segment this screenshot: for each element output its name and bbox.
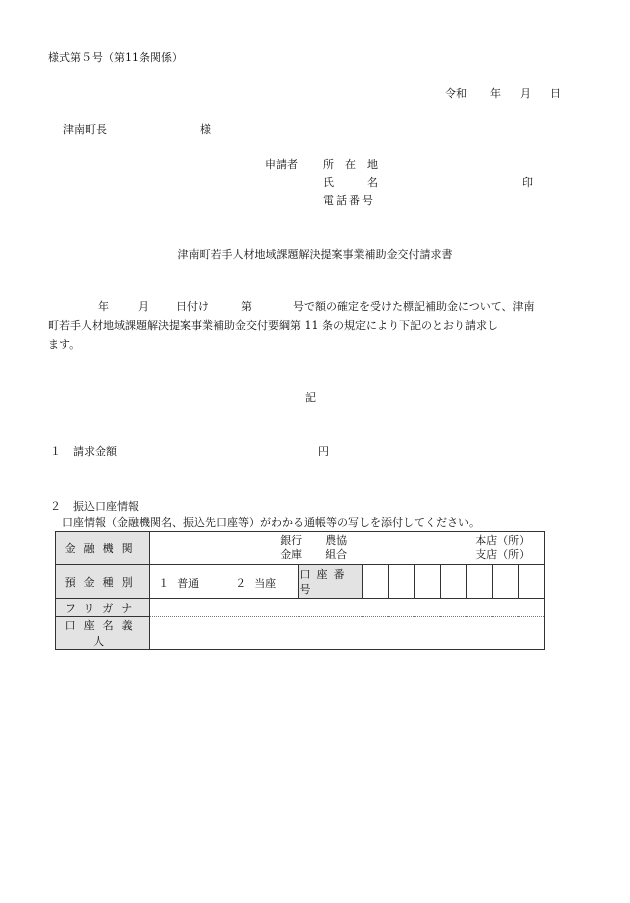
account-digit-2[interactable] bbox=[388, 565, 414, 599]
type-opt2-num: ２ bbox=[235, 576, 247, 590]
addressee-name: 津南町長 bbox=[63, 123, 107, 136]
item1-number: １ bbox=[50, 445, 61, 458]
body-line2: 町若手人材地域課題解決提案事業補助金交付要綱第 11 条の規定により下記のとおり請求し bbox=[48, 319, 498, 332]
holder-row bbox=[56, 617, 545, 650]
item2-label: 振込口座情報 bbox=[73, 500, 139, 513]
account-digit-1[interactable] bbox=[362, 565, 388, 599]
bank-label: 金融機関 bbox=[56, 532, 150, 565]
branch-type-branch: 支店（所） bbox=[475, 548, 531, 561]
body-line3: ます。 bbox=[48, 338, 81, 351]
form-number: 様式第５号（第11条関係） bbox=[48, 51, 183, 64]
type-opt1-label: 普通 bbox=[177, 576, 200, 590]
bank-row bbox=[56, 532, 545, 565]
type-opt1-num: １ bbox=[158, 576, 170, 590]
type-label: 預金種別 bbox=[56, 565, 150, 599]
account-info-table bbox=[55, 531, 545, 650]
addressee-honorific: 様 bbox=[200, 123, 211, 136]
account-digit-5[interactable] bbox=[466, 565, 492, 599]
date-year: 年 bbox=[490, 87, 501, 100]
body-line1-rest: 号で額の確定を受けた標記補助金について、津南 bbox=[293, 300, 535, 313]
type-row bbox=[56, 565, 545, 599]
type-options-cell[interactable] bbox=[150, 565, 299, 599]
applicant-address-label: 所 在 地 bbox=[323, 158, 378, 171]
bank-type-shinkin: 金庫 bbox=[280, 548, 303, 561]
item1-unit: 円 bbox=[318, 445, 329, 458]
body-dated: 日付け bbox=[176, 300, 209, 313]
holder-label: 口座名義人 bbox=[56, 617, 150, 650]
bank-type-agri: 農協 bbox=[325, 534, 348, 547]
applicant-phone-label: 電話番号 bbox=[323, 194, 375, 207]
bank-cell[interactable] bbox=[150, 532, 545, 565]
furigana-label: フリガナ bbox=[56, 599, 150, 617]
item2-number: ２ bbox=[50, 500, 61, 513]
date-era: 令和 bbox=[445, 87, 467, 100]
body-ordinal: 第 bbox=[241, 300, 252, 313]
body-month: 月 bbox=[138, 300, 149, 313]
furigana-row bbox=[56, 599, 545, 617]
applicant-heading: 申請者 bbox=[265, 158, 298, 171]
branch-type-main: 本店（所） bbox=[475, 534, 531, 547]
item2-note: 口座情報（金融機関名、振込先口座等）がわかる通帳等の写しを添付してください。 bbox=[62, 516, 480, 529]
seal-mark: 印 bbox=[522, 176, 533, 189]
bank-type-kumiai: 組合 bbox=[325, 548, 348, 561]
account-number-label: 口座番号 bbox=[299, 565, 362, 599]
applicant-name-label: 氏 名 bbox=[323, 176, 378, 189]
holder-cell[interactable] bbox=[150, 617, 545, 650]
furigana-cell[interactable] bbox=[150, 599, 545, 617]
bank-type-bank: 銀行 bbox=[280, 534, 303, 547]
ki-heading: 記 bbox=[305, 391, 316, 404]
account-digit-4[interactable] bbox=[440, 565, 466, 599]
item1-label: 請求金額 bbox=[73, 445, 117, 458]
document-title: 津南町若手人材地域課題解決提案事業補助金交付請求書 bbox=[177, 248, 453, 261]
account-digit-6[interactable] bbox=[492, 565, 518, 599]
date-month: 月 bbox=[520, 87, 531, 100]
date-day: 日 bbox=[550, 87, 561, 100]
account-digit-3[interactable] bbox=[414, 565, 440, 599]
account-digit-7[interactable] bbox=[518, 565, 544, 599]
type-opt2-label: 当座 bbox=[254, 576, 277, 590]
body-year: 年 bbox=[98, 300, 109, 313]
